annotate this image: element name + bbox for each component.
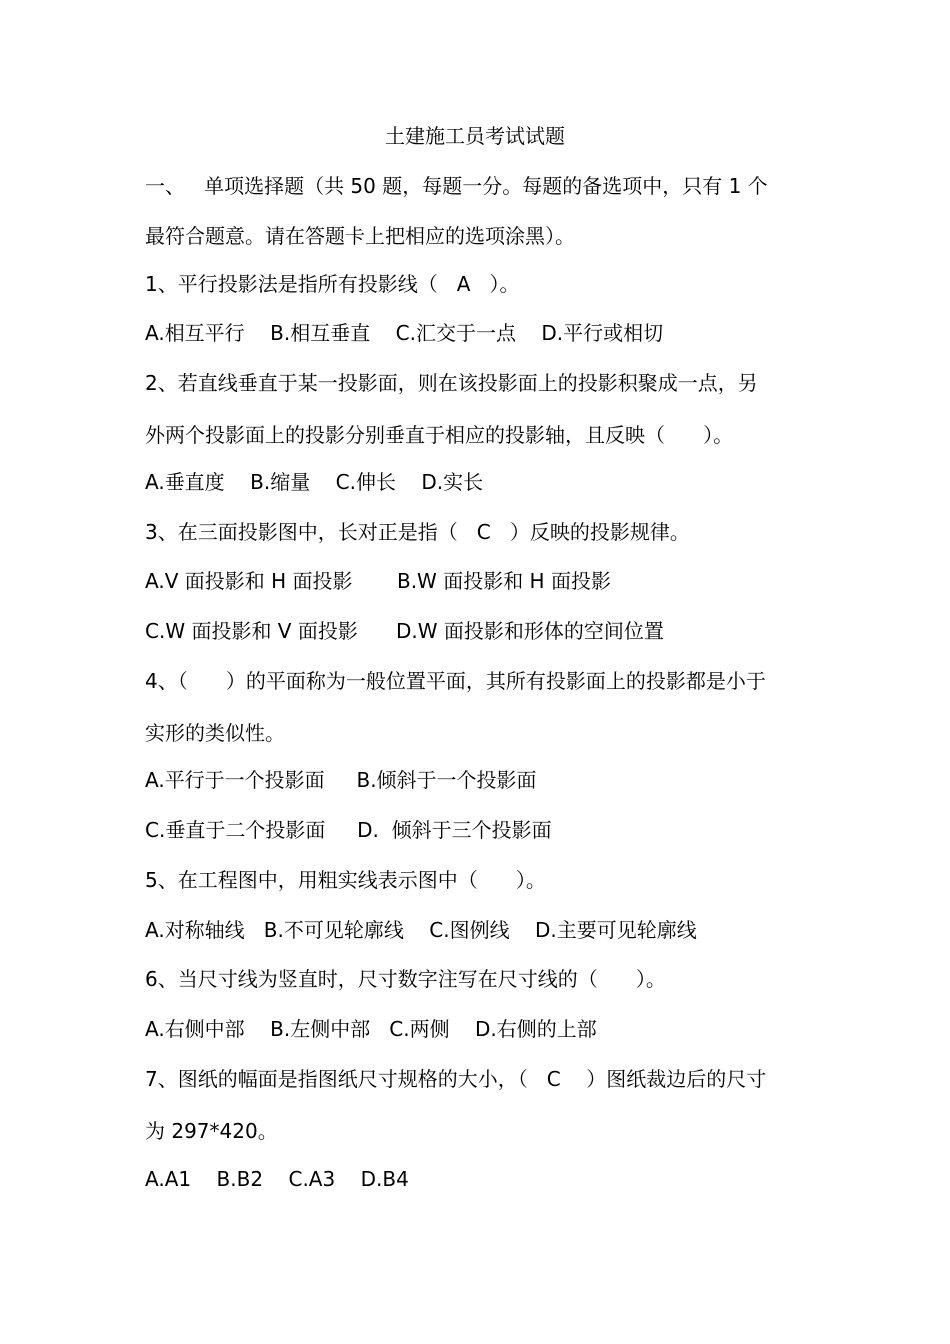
- question-2-stem-line-2: 外两个投影面上的投影分别垂直于相应的投影轴，且反映（ ）。: [145, 423, 734, 447]
- question-4-options-line-2: C.垂直于二个投影面 D. 倾斜于三个投影面: [145, 818, 552, 842]
- document-title: 土建施工员考试试题: [385, 124, 565, 148]
- question-4-stem-line-2: 实形的类似性。: [145, 721, 285, 745]
- question-4-stem-line-1: 4、（ ）的平面称为一般位置平面，其所有投影面上的投影都是小于: [145, 669, 766, 693]
- question-4-options-line-1: A.平行于一个投影面 B.倾斜于一个投影面: [145, 768, 537, 792]
- section-heading-line-2: 最符合题意。请在答题卡上把相应的选项涂黑）。: [145, 224, 575, 248]
- question-2-stem-line-1: 2、若直线垂直于某一投影面，则在该投影面上的投影积聚成一点，另: [145, 371, 758, 395]
- question-7-stem-line-1: 7、图纸的幅面是指图纸尺寸规格的大小，（ C ）图纸裁边后的尺寸: [145, 1067, 767, 1091]
- question-6-options: A.右侧中部 B.左侧中部 C.两侧 D.右侧的上部: [145, 1017, 597, 1041]
- question-3-options-line-1: A.V 面投影和 H 面投影 B.W 面投影和 H 面投影: [145, 569, 611, 593]
- question-3-stem: 3、在三面投影图中，长对正是指（ C ）反映的投影规律。: [145, 520, 690, 544]
- question-6-stem: 6、当尺寸线为竖直时，尺寸数字注写在尺寸线的（ ）。: [145, 967, 666, 991]
- question-1-options: A.相互平行 B.相互垂直 C.汇交于一点 D.平行或相切: [145, 321, 664, 345]
- question-7-options: A.A1 B.B2 C.A3 D.B4: [145, 1167, 409, 1191]
- question-2-options: A.垂直度 B.缩量 C.伸长 D.实长: [145, 470, 484, 494]
- question-3-options-line-2: C.W 面投影和 V 面投影 D.W 面投影和形体的空间位置: [145, 619, 664, 643]
- section-heading-line-1: 一、 单项选择题（共 50 题，每题一分。每题的备选项中，只有 1 个: [145, 174, 768, 198]
- question-1-stem: 1、平行投影法是指所有投影线（ A ）。: [145, 272, 520, 296]
- question-5-options: A.对称轴线 B.不可见轮廓线 C.图例线 D.主要可见轮廓线: [145, 918, 697, 942]
- question-5-stem: 5、在工程图中，用粗实线表示图中（ ）。: [145, 868, 546, 892]
- question-7-stem-line-2: 为 297*420。: [145, 1119, 278, 1143]
